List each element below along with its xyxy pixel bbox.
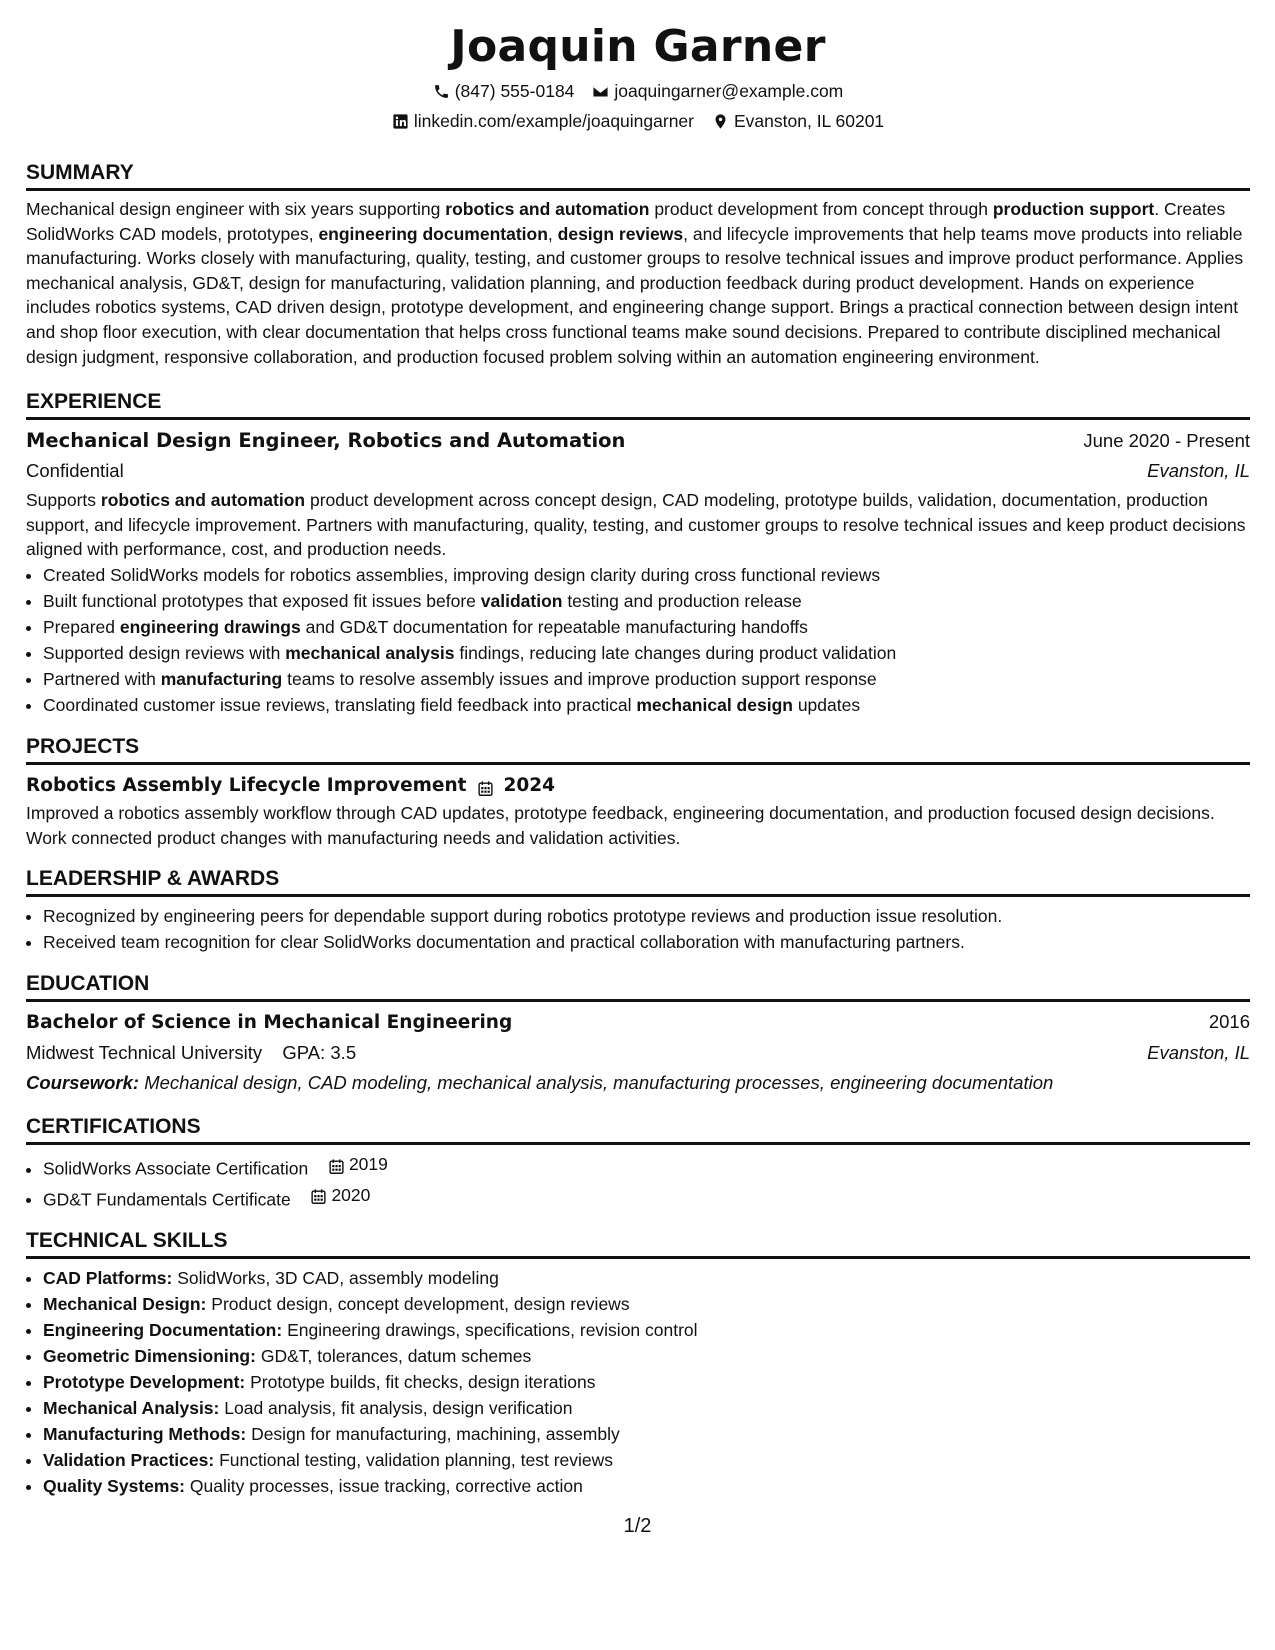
skill-item [43,1447,1250,1473]
section-title-projects: PROJECTS [26,734,1250,765]
job-company: Confidential [26,460,124,482]
certification-name: GD&T Fundamentals Certificate [43,1189,291,1210]
graduation-year: 2016 [1208,1011,1250,1033]
certifications-section [26,1114,1250,1212]
email-contact[interactable] [592,76,843,106]
phone-icon [433,83,450,100]
text-run: Partnered with [43,668,161,689]
skill-label: Validation Practices: [43,1450,215,1471]
skill-label: Mechanical Design: [43,1294,207,1315]
emphasis-text: validation [480,590,563,611]
section-title-skills: TECHNICAL SKILLS [26,1228,1250,1259]
skill-label: Prototype Development: [43,1372,246,1393]
job-title: Mechanical Design Engineer, Robotics and Automation [26,429,626,453]
job-bullets [26,562,1250,718]
school-info [26,1038,356,1068]
skill-label: Manufacturing Methods: [43,1424,247,1445]
location-text: Evanston, IL 60201 [734,111,885,131]
contact-line-1 [26,76,1250,106]
certifications-list [26,1151,1250,1212]
skill-value: SolidWorks, 3D CAD, assembly modeling [177,1268,499,1289]
degree-name: Bachelor of Science in Mechanical Engineering [26,1012,513,1034]
text-run: . Creates SolidWorks CAD models, prototypes, [26,199,1226,244]
text-run: Coordinated customer issue reviews, translating field feedback into practical [43,694,637,715]
skill-value: GD&T, tolerances, datum schemes [260,1346,532,1367]
text-run: updates [792,694,861,715]
emphasis-text: robotics and automation [100,490,306,511]
skill-value: Quality processes, issue tracking, corrective action [189,1476,583,1497]
coursework-label: Coursework: [26,1072,140,1094]
text-run: , [547,223,558,244]
skills-section [26,1228,1250,1499]
skill-label: Geometric Dimensioning: [43,1346,256,1367]
section-title-experience: EXPERIENCE [26,389,1250,420]
project-name: Robotics Assembly Lifecycle Improvement [26,774,467,796]
contact-line-2 [26,106,1250,136]
page-number: 1/2 [623,1515,652,1537]
linkedin-text[interactable]: linkedin.com/example/joaquingarner [413,111,694,131]
section-title-certifications: CERTIFICATIONS [26,1114,1250,1145]
skill-item [43,1265,1250,1291]
job-bullet [43,588,1250,614]
school-location: Evanston, IL [1147,1042,1250,1064]
job-header [26,426,1250,456]
candidate-name: Joaquin Garner [450,21,826,72]
leadership-section [26,866,1250,955]
skill-item [43,1473,1250,1499]
skill-value: Load analysis, fit analysis, design verification [224,1398,573,1419]
text-run: Supported design reviews with [43,642,286,663]
leadership-item: • Received team recognition for clear SolidWorks documentation and practical collaboration with manufacturing partners. [43,929,1250,955]
project-header [26,771,1250,801]
certification-year: 2019 [348,1154,388,1175]
skill-label: CAD Platforms: [43,1268,173,1289]
certification-item [43,1182,1250,1213]
job-bullet [43,692,1250,718]
text-run: Mechanical design engineer with six years supporting [26,199,446,219]
emphasis-text: engineering drawings [119,616,301,637]
coursework-text: Mechanical design, CAD modeling, mechanical analysis, manufacturing processes, engineering documentation [144,1072,1054,1094]
certification-year: 2020 [331,1184,371,1205]
gpa: GPA: 3.5 [282,1042,357,1064]
text-run: Created SolidWorks models for robotics assemblies, improving design clarity during cross functional reviews [43,564,881,585]
job-dates: June 2020 - Present [1083,430,1250,452]
section-title-education: EDUCATION [26,971,1250,1002]
calendar-icon [328,1156,345,1173]
linkedin-icon [392,113,409,130]
phone-contact [433,76,575,106]
text-run: product development across concept design, CAD modeling, prototype builds, validation, documentation, production support, and lifecycle improvement. Partners with manufacturing, quality, testing, and customer groups to resolve technical issues and keep product decisions aligned with performance, cost, and production needs. [26,490,1246,560]
job-bullet [43,666,1250,692]
education-header [26,1008,1250,1038]
text-run: testing and production release [562,590,802,611]
calendar-icon [477,777,494,794]
project-description: Improved a robotics assembly workflow through CAD updates, prototype feedback, engineering documentation, and production focused design decisions. Work connected product changes with manufacturing needs and validation activities. [26,802,1215,848]
education-subheader [26,1038,1250,1068]
job-bullet [43,640,1250,666]
skills-list [26,1265,1250,1499]
text-run: teams to resolve assembly issues and improve production support response [282,668,877,689]
text-run: product development from concept through [649,199,993,219]
school-name: Midwest Technical University [26,1042,263,1064]
text-run: Prepared [43,616,120,637]
education-section [26,971,1250,1098]
job-intro [26,488,1250,562]
project-year: 2024 [503,774,555,796]
coursework [26,1068,1250,1098]
section-title-summary: SUMMARY [26,160,1250,191]
leadership-list [26,903,1250,955]
location-contact [712,106,884,136]
emphasis-text: mechanical design [636,694,793,715]
leadership-item: • Recognized by engineering peers for dependable support during robotics prototype reviews and production issue resolution. [43,903,1250,929]
phone-text: (847) 555-0184 [454,81,575,101]
emphasis-text: production support [992,199,1155,219]
job-subheader [26,456,1250,486]
text-run: Supports [26,490,101,511]
map-pin-icon [712,113,729,130]
calendar-icon [310,1186,327,1203]
skill-value: Product design, concept development, design reviews [211,1294,630,1315]
skill-item [43,1317,1250,1343]
skill-value: Functional testing, validation planning, test reviews [219,1450,614,1471]
emphasis-text: robotics and automation [445,199,650,219]
job-bullet [43,562,1250,588]
skill-item [43,1291,1250,1317]
certification-date [328,1151,388,1177]
envelope-icon [592,83,609,100]
job-bullet [43,614,1250,640]
skill-label: Mechanical Analysis: [43,1398,220,1419]
skill-label: Quality Systems: [43,1476,185,1497]
skill-value: Engineering drawings, specifications, revision control [287,1320,698,1341]
projects-section [26,734,1250,850]
skill-value: Design for manufacturing, machining, assembly [251,1424,620,1445]
skill-value: Prototype builds, fit checks, design iterations [250,1372,596,1393]
email-text[interactable]: joaquingarner@example.com [614,81,844,101]
skill-item [43,1395,1250,1421]
text-run: findings, reducing late changes during product validation [454,642,897,663]
text-run: and GD&T documentation for repeatable manufacturing handoffs [300,616,808,637]
experience-section [26,389,1250,718]
linkedin-contact[interactable] [392,106,694,136]
emphasis-text: mechanical analysis [285,642,455,663]
emphasis-text: engineering documentation [318,223,548,244]
skill-item [43,1421,1250,1447]
emphasis-text: manufacturing [160,668,283,689]
certification-date [310,1182,370,1208]
text-run: Built functional prototypes that exposed fit issues before [43,590,481,611]
skill-item [43,1369,1250,1395]
summary-text [26,197,1250,369]
resume-page [26,18,1250,1499]
job-location: Evanston, IL [1147,460,1250,482]
section-title-leadership: LEADERSHIP & AWARDS [26,866,1250,897]
summary-section [26,160,1250,369]
emphasis-text: design reviews [557,223,684,244]
certification-item [43,1151,1250,1182]
skill-label: Engineering Documentation: [43,1320,283,1341]
certification-name: SolidWorks Associate Certification [43,1158,309,1179]
skill-item [43,1343,1250,1369]
text-run: , and lifecycle improvements that help teams move products into reliable manufacturing. Works closely with manufacturing, quality, testing, and customer groups to resolve technical issues and improve product performance. Applies mechanical analysis, GD&T, design for manufacturing, validation planning, and production feedback during product development. Hands on experience includes robotics systems, CAD driven design, prototype development, and engineering change support. Brings a practical connection between design intent and shop floor execution, with clear documentation that helps cross functional teams make sound decisions. Prepared to contribute disciplined mechanical design judgment, responsive collaboration, and production focused problem solving within an automation engineering environment. [26,223,1244,367]
